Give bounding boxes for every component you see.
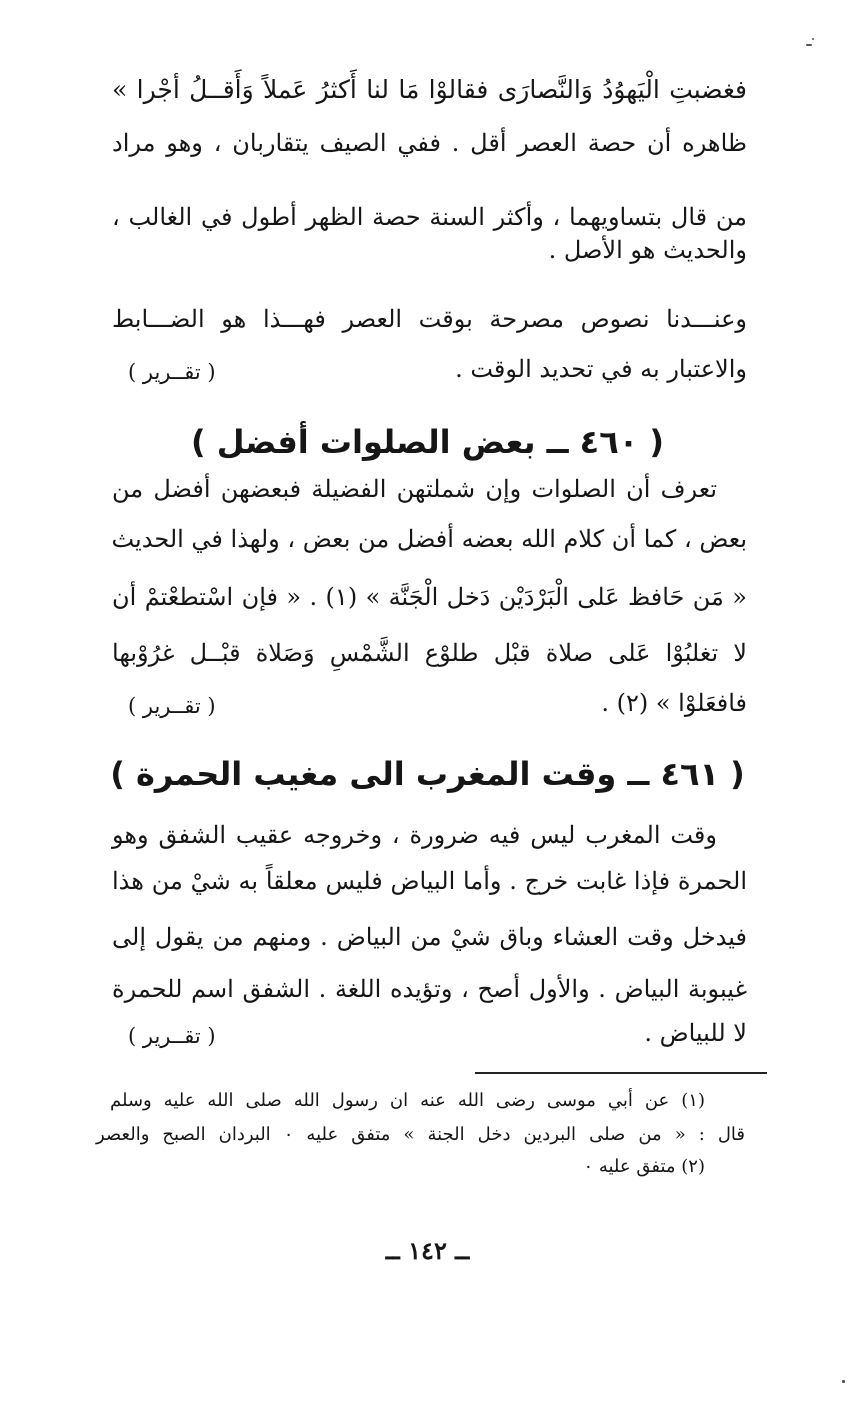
text-line: لا للبياض . [644, 1019, 747, 1047]
source-note: ( تقــرير ) [128, 1024, 216, 1048]
text-line: والحديث هو الأصل . [548, 236, 747, 264]
text-line: الحمرة فإذا غابت خرج . وأما البياض فليس معلقاً به شيْ من هذا [112, 867, 747, 895]
section-heading-461: ( ٤٦١ ــ وقت المغرب الى مغيب الحمرة ) [110, 755, 745, 793]
text-line: لا تغلبُوْا عَلى صلاة قبْل طلوْع الشَّمْسِ وَصَلاة قبْــل غرُوْبها [112, 639, 747, 667]
intro-paragraph [112, 68, 747, 268]
text-line: فيدخل وقت العشاء وباق شيْ من البياض . ومنهم من يقول إلى [112, 923, 747, 951]
footnote-separator [475, 1072, 767, 1074]
intro-paragraph-2 [112, 294, 747, 394]
text-line: بعض ، كما أن كلام الله بعضه أفضل من بعض ، ولهذا في الحديث [111, 525, 747, 553]
page-number: ــ ١٤٢ ــ [385, 1236, 470, 1265]
section-heading-460: ( ٤٦٠ ــ بعض الصلوات أفضل ) [190, 423, 665, 461]
scan-speck [842, 1380, 845, 1383]
source-note: ( تقــرير ) [128, 360, 216, 384]
text-line: والاعتبار به في تحديد الوقت . [455, 355, 747, 383]
footnote-2: (٢) متفق عليه ٠ [583, 1156, 705, 1177]
source-note: ( تقــرير ) [128, 694, 216, 718]
text-line: وعنـــدنا نصوص مصرحة بوقت العصر فهـــذا هو الضـــابط [112, 305, 747, 333]
footnote-1: (١) عن أبي موسى رضى الله عنه ان رسول الله صلى الله عليه وسلم [110, 1090, 705, 1111]
section-460-body [112, 468, 747, 728]
text-line: وقت المغرب ليس فيه ضرورة ، وخروجه عقيب الشفق وهو [112, 821, 717, 849]
section-461-body [112, 808, 747, 1068]
text-line: من قال بتساويهما ، وأكثر السنة حصة الظهر أطول في الغالب ، [112, 203, 747, 231]
text-line: فغضبتِ الْيَهوُدُ وَالنَّصارَى فقالوْا مَا لنا أَكثرُ عَملاً وَأَقــلُ أجْرا » [112, 75, 747, 104]
scan-speck [806, 44, 812, 46]
scan-speck [812, 38, 814, 40]
text-line: فافعَلوْا » (٢) . [601, 689, 747, 717]
footnote-1-cont: قال : « من صلى البردين دخل الجنة » متفق عليه ٠ البردان الصبح والعصر [96, 1124, 746, 1145]
footnotes [96, 1088, 746, 1198]
text-line: غيبوبة البياض . والأول أصح ، وتؤيده اللغة . الشفق اسم للحمرة [112, 975, 747, 1003]
text-line: تعرف أن الصلوات وإن شملتهن الفضيلة فبعضهن أفضل من [112, 475, 717, 503]
text-line: « مَن حَافظ عَلى الْبَرْدَيْن دَخل الْجَنَّة » (١) . « فإن اسْتطعْتمْ أن [112, 583, 747, 611]
text-line: ظاهره أن حصة العصر أقل . ففي الصيف يتقاربان ، وهو مراد [112, 129, 747, 157]
